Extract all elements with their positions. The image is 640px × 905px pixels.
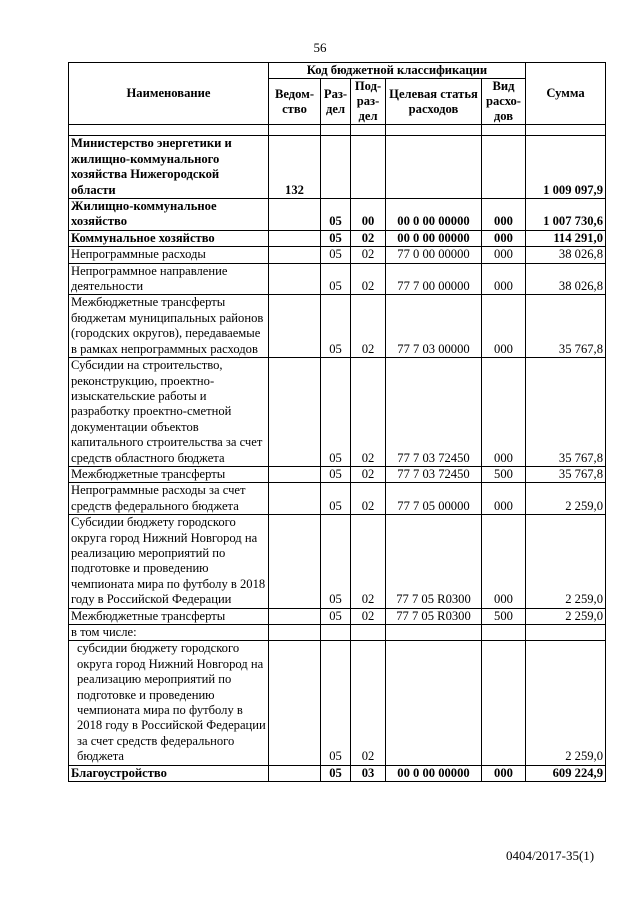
row-expense-type-cell: 000: [482, 358, 526, 467]
row-podrazdel-cell: 02: [351, 641, 386, 765]
row-vedomstvo-cell: [269, 466, 321, 482]
table-row: [69, 295, 606, 358]
table-row: [69, 515, 606, 608]
row-expense-type-cell: 000: [482, 199, 526, 231]
row-vedomstvo-cell: [269, 608, 321, 624]
row-target-article-cell: 00 0 00 00000: [386, 765, 482, 781]
row-target-article-cell: [386, 641, 482, 765]
row-razdel-cell: 05: [321, 641, 351, 765]
row-vedomstvo-cell: [269, 295, 321, 358]
row-razdel-cell: 05: [321, 199, 351, 231]
row-vedomstvo-cell: [269, 199, 321, 231]
table-row: [69, 625, 606, 641]
row-vedomstvo-cell: 132: [269, 136, 321, 199]
header-razdel: Раз-дел: [321, 79, 351, 125]
table-row: [69, 765, 606, 781]
row-target-article-cell: 77 7 05 R0300: [386, 515, 482, 608]
row-vedomstvo-cell: [269, 247, 321, 263]
row-podrazdel-cell: 02: [351, 247, 386, 263]
row-expense-type-cell: 500: [482, 466, 526, 482]
header-vedomstvo: Ведом-ство: [269, 79, 321, 125]
row-sum-cell: 1 007 730,6: [526, 199, 606, 231]
row-razdel-cell: 05: [321, 358, 351, 467]
row-sum-cell: 38 026,8: [526, 263, 606, 295]
row-name-cell: в том числе:: [69, 625, 269, 641]
row-target-article-cell: [386, 136, 482, 199]
row-podrazdel-cell: 02: [351, 515, 386, 608]
header-name: Наименование: [69, 63, 269, 125]
table-row: [69, 358, 606, 467]
row-vedomstvo-cell: [269, 263, 321, 295]
row-target-article-cell: 77 7 03 00000: [386, 295, 482, 358]
row-name-cell: Межбюджетные трансферты бюджетам муниципальных районов (городских округов), передаваемые в рамках непрограммных расходов: [69, 295, 269, 358]
row-razdel-cell: 05: [321, 608, 351, 624]
row-razdel-cell: 05: [321, 515, 351, 608]
row-expense-type-cell: 000: [482, 515, 526, 608]
table-row: [69, 466, 606, 482]
row-sum-cell: [526, 625, 606, 641]
row-expense-type-cell: 000: [482, 483, 526, 515]
row-expense-type-cell: 000: [482, 765, 526, 781]
row-razdel-cell: 05: [321, 263, 351, 295]
row-vedomstvo-cell: [269, 641, 321, 765]
row-target-article-cell: 77 7 05 R0300: [386, 608, 482, 624]
row-target-article-cell: 00 0 00 00000: [386, 230, 482, 246]
row-expense-type-cell: 000: [482, 295, 526, 358]
table-row: [69, 136, 606, 199]
row-expense-type-cell: 500: [482, 608, 526, 624]
row-podrazdel-cell: 02: [351, 230, 386, 246]
row-razdel-cell: 05: [321, 466, 351, 482]
row-name-cell: Жилищно-коммунальное хозяйство: [69, 199, 269, 231]
row-expense-type-cell: 000: [482, 230, 526, 246]
row-target-article-cell: 00 0 00 00000: [386, 199, 482, 231]
row-sum-cell: 114 291,0: [526, 230, 606, 246]
row-sum-cell: 2 259,0: [526, 608, 606, 624]
row-vedomstvo-cell: [269, 358, 321, 467]
table-row: [69, 230, 606, 246]
table-row: [69, 608, 606, 624]
table-row: [69, 483, 606, 515]
row-name-cell: Межбюджетные трансферты: [69, 608, 269, 624]
row-name-cell: Непрограммное направление деятельности: [69, 263, 269, 295]
row-name-cell: Непрограммные расходы за счет средств федерального бюджета: [69, 483, 269, 515]
row-sum-cell: 609 224,9: [526, 765, 606, 781]
row-name-cell: Благоустройство: [69, 765, 269, 781]
row-razdel-cell: 05: [321, 483, 351, 515]
row-name-cell: Субсидии на строительство, реконструкцию, проектно-изыскательские работы и разработку проектно-сметной документации объектов капитального строительства за счет средств областного бюджета: [69, 358, 269, 467]
row-razdel-cell: [321, 625, 351, 641]
row-expense-type-cell: [482, 641, 526, 765]
row-podrazdel-cell: [351, 625, 386, 641]
row-name-cell: Непрограммные расходы: [69, 247, 269, 263]
row-vedomstvo-cell: [269, 230, 321, 246]
header-code-group: Код бюджетной классификации: [269, 63, 526, 79]
row-sum-cell: 2 259,0: [526, 483, 606, 515]
row-razdel-cell: 05: [321, 247, 351, 263]
row-name-cell: Межбюджетные трансферты: [69, 466, 269, 482]
row-target-article-cell: [386, 625, 482, 641]
row-podrazdel-cell: 02: [351, 466, 386, 482]
table-body: [69, 125, 606, 782]
row-target-article-cell: 77 7 03 72450: [386, 466, 482, 482]
row-podrazdel-cell: 02: [351, 263, 386, 295]
row-razdel-cell: 05: [321, 765, 351, 781]
row-name-cell: субсидии бюджету городского округа город Нижний Новгород на реализацию мероприятий по подготовке и проведению чемпионата мира по футболу в 2018 году в Российской Федерации за счет средств федерального бюджета: [69, 641, 269, 765]
row-sum-cell: 35 767,8: [526, 295, 606, 358]
row-podrazdel-cell: 03: [351, 765, 386, 781]
row-podrazdel-cell: 00: [351, 199, 386, 231]
row-target-article-cell: 77 0 00 00000: [386, 247, 482, 263]
table-row: [69, 263, 606, 295]
row-sum-cell: 38 026,8: [526, 247, 606, 263]
row-razdel-cell: 05: [321, 295, 351, 358]
header-target-article: Целевая статья расходов: [386, 79, 482, 125]
header-sum: Сумма: [526, 63, 606, 125]
row-vedomstvo-cell: [269, 765, 321, 781]
row-podrazdel-cell: [351, 136, 386, 199]
header-expense-type: Вид расхо-дов: [482, 79, 526, 125]
row-target-article-cell: 77 7 03 72450: [386, 358, 482, 467]
row-podrazdel-cell: 02: [351, 608, 386, 624]
row-target-article-cell: 77 7 00 00000: [386, 263, 482, 295]
row-sum-cell: 35 767,8: [526, 466, 606, 482]
row-target-article-cell: 77 7 05 00000: [386, 483, 482, 515]
page-number: 56: [313, 40, 327, 55]
budget-classification-table: [68, 62, 606, 782]
table-row: [69, 641, 606, 765]
row-expense-type-cell: 000: [482, 247, 526, 263]
row-podrazdel-cell: 02: [351, 358, 386, 467]
spacer-row: [69, 125, 606, 136]
document-code: 0404/2017-35(1): [506, 848, 595, 863]
row-vedomstvo-cell: [269, 625, 321, 641]
row-razdel-cell: 05: [321, 230, 351, 246]
row-name-cell: Министерство энергетики и жилищно-коммунального хозяйства Нижегородской области: [69, 136, 269, 199]
row-expense-type-cell: [482, 625, 526, 641]
row-name-cell: Коммунальное хозяйство: [69, 230, 269, 246]
row-expense-type-cell: [482, 136, 526, 199]
table-row: [69, 247, 606, 263]
row-sum-cell: 2 259,0: [526, 515, 606, 608]
row-vedomstvo-cell: [269, 515, 321, 608]
row-sum-cell: 1 009 097,9: [526, 136, 606, 199]
row-podrazdel-cell: 02: [351, 483, 386, 515]
row-vedomstvo-cell: [269, 483, 321, 515]
header-podrazdel: Под-раз-дел: [351, 79, 386, 125]
row-name-cell: Субсидии бюджету городского округа город Нижний Новгород на реализацию мероприятий по подготовке и проведению чемпионата мира по футболу в 2018 году в Российской Федерации: [69, 515, 269, 608]
row-sum-cell: 35 767,8: [526, 358, 606, 467]
row-expense-type-cell: 000: [482, 263, 526, 295]
row-sum-cell: 2 259,0: [526, 641, 606, 765]
row-podrazdel-cell: 02: [351, 295, 386, 358]
row-razdel-cell: [321, 136, 351, 199]
table-row: [69, 199, 606, 231]
